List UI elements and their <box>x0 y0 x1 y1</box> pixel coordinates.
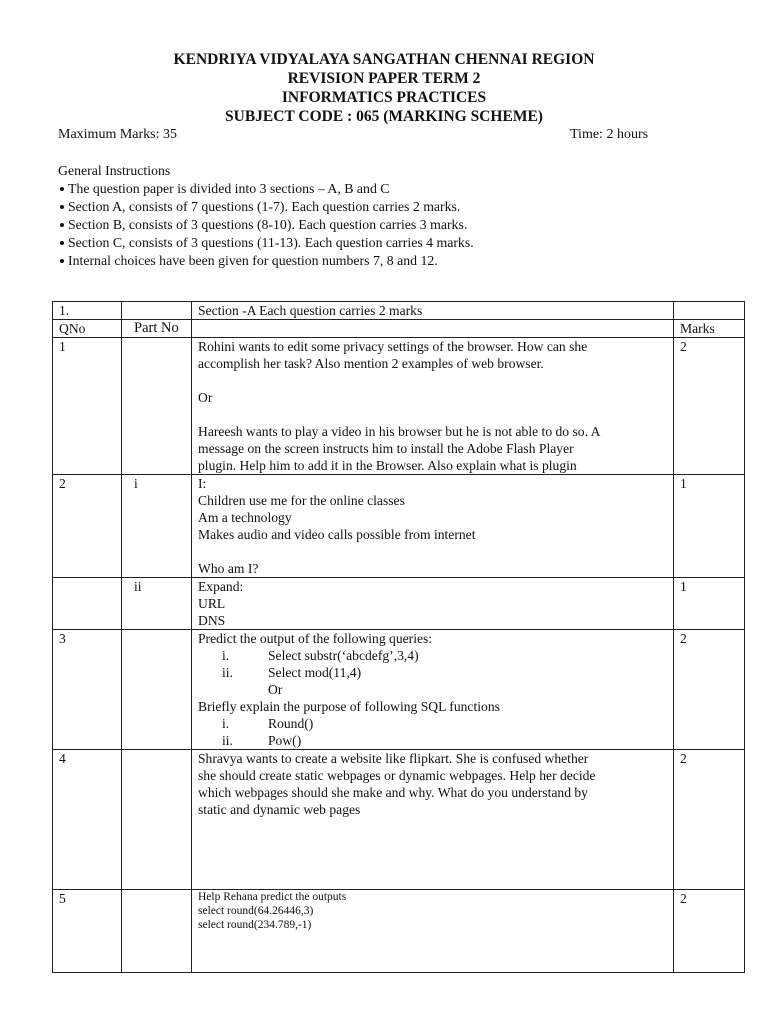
question-row-2-i <box>53 475 745 578</box>
section-row <box>53 302 745 320</box>
max-marks: Maximum Marks: 35 <box>58 127 177 142</box>
instruction-item: Section C, consists of 3 questions (11-13). Each question carries 4 marks. <box>58 234 474 252</box>
question-text: I: Children use me for the online classes Am a technology Makes audio and video calls possible from internet Who am I? <box>192 475 674 578</box>
bullet-icon <box>60 241 64 245</box>
header-subject: INFORMATICS PRACTICES <box>281 89 487 106</box>
marks-time-row <box>58 127 658 143</box>
instructions-title: General Instructions <box>58 163 171 178</box>
header-paper-title: REVISION PAPER TERM 2 <box>287 70 481 87</box>
question-number: 5 <box>53 890 122 973</box>
instruction-item: The question paper is divided into 3 sections – A, B and C <box>58 180 474 198</box>
instruction-item: Section B, consists of 3 questions (8-10). Each question carries 3 marks. <box>58 216 474 234</box>
question-number: 1 <box>53 338 122 475</box>
question-text: Rohini wants to edit some privacy settings of the browser. How can she accomplish her task? Also mention 2 examples of web browser. Or Hareesh wants to play a video in his browser but he is not able to do so. A message on the screen instructs him to install the Adobe Flash Player plugin. Help him to add it in the Browser. Also explain what is plugin <box>192 338 674 475</box>
question-row-4 <box>53 750 745 890</box>
header-row <box>53 320 745 338</box>
question-table <box>52 301 745 973</box>
time-allowed: Time: 2 hours <box>570 127 649 142</box>
question-row-1 <box>53 338 745 475</box>
bullet-icon <box>60 187 64 191</box>
question-marks: 2 <box>674 750 745 890</box>
question-number: 2 <box>53 475 122 578</box>
question-marks: 1 <box>674 475 745 578</box>
question-marks: 2 <box>674 630 745 750</box>
question-number: 4 <box>53 750 122 890</box>
question-text: Predict the output of the following queries: i. Select substr(‘abcdefg’,3,4) ii. Select mod(11,4) Or Briefly explain the purpose of following SQL functions i. Round() ii. Pow() <box>192 630 674 750</box>
question-marks: 2 <box>674 338 745 475</box>
part-number: i <box>122 475 192 578</box>
paper-header <box>0 50 768 126</box>
section-number: 1. <box>53 302 122 320</box>
col-header-part: Part No <box>122 320 192 338</box>
question-text: Help Rehana predict the outputs select round(64.26446,3) select round(234.789,-1) <box>192 890 674 973</box>
bullet-icon <box>60 259 64 263</box>
col-header-qno: QNo <box>53 320 122 338</box>
instruction-item: Section A, consists of 7 questions (1-7). Each question carries 2 marks. <box>58 198 474 216</box>
instruction-item: Internal choices have been given for question numbers 7, 8 and 12. <box>58 252 474 270</box>
bullet-icon <box>60 205 64 209</box>
bullet-icon <box>60 223 64 227</box>
question-text: Shravya wants to create a website like flipkart. She is confused whether she should create static webpages or dynamic webpages. Help her decide which webpages should she make and why. What do you understand by static and dynamic web pages <box>192 750 674 890</box>
general-instructions <box>58 162 474 270</box>
header-subject-code: SUBJECT CODE : 065 (MARKING SCHEME) <box>225 108 543 125</box>
part-number: ii <box>122 578 192 630</box>
question-row-2-ii <box>53 578 745 630</box>
section-title: Section -A Each question carries 2 marks <box>192 302 674 320</box>
col-header-marks: Marks <box>674 320 745 338</box>
header-school: KENDRIYA VIDYALAYA SANGATHAN CHENNAI REGION <box>173 51 595 68</box>
question-text: Expand: URL DNS <box>192 578 674 630</box>
question-row-5 <box>53 890 745 973</box>
question-marks: 2 <box>674 890 745 973</box>
question-number: 3 <box>53 630 122 750</box>
question-row-3 <box>53 630 745 750</box>
question-marks: 1 <box>674 578 745 630</box>
